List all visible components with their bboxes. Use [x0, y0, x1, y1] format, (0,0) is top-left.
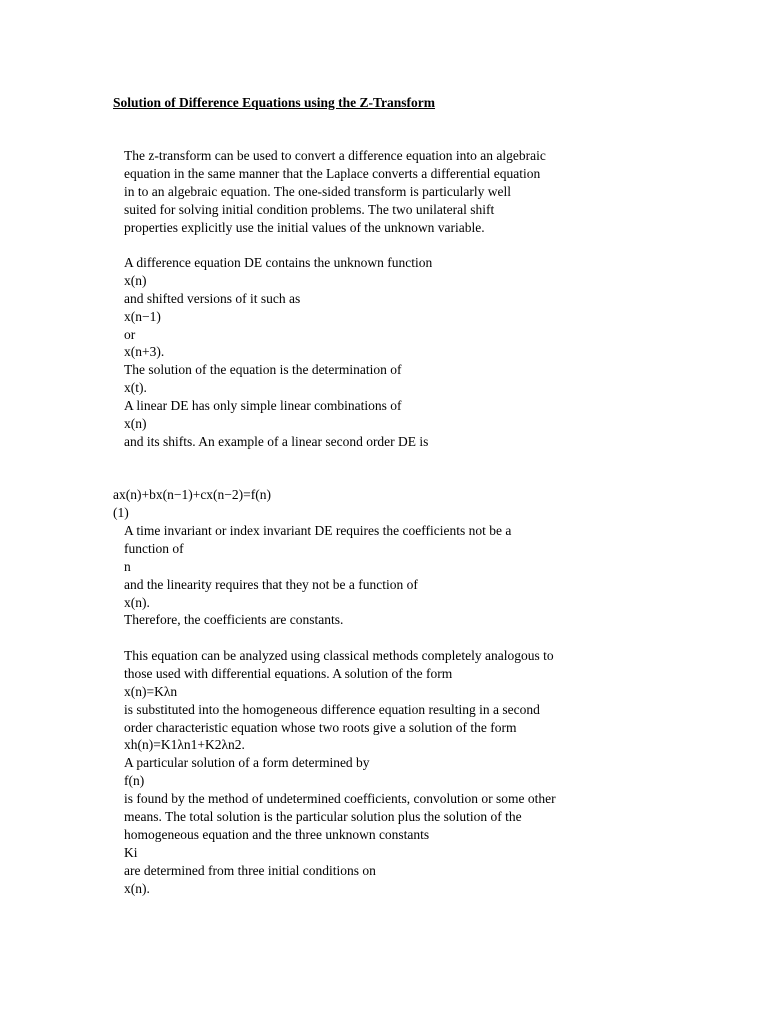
text-line: equation in the same manner that the Laplace converts a differential equation: [124, 165, 541, 181]
text-line: A particular solution of a form determined by: [124, 755, 370, 771]
text-line: A linear DE has only simple linear combinations of: [124, 398, 402, 414]
math-line: Ki: [124, 844, 138, 860]
text-line: and shifted versions of it such as: [124, 290, 301, 306]
text-line: function of: [124, 540, 184, 556]
text-line: properties explicitly use the initial values of the unknown variable.: [124, 219, 485, 235]
definition-paragraph: [124, 254, 432, 451]
math-line: x(n): [124, 272, 147, 288]
text-line: This equation can be analyzed using classical methods completely analogous to: [124, 648, 554, 663]
equation-block: [113, 486, 271, 522]
intro-paragraph: [124, 147, 546, 236]
text-line: The z-transform can be used to convert a difference equation into an algebraic: [124, 148, 546, 163]
text-line: Therefore, the coefficients are constants.: [124, 612, 344, 628]
text-line: is found by the method of undetermined coefficients, convolution or some other: [124, 791, 556, 807]
math-line: x(n)=Kλn: [124, 683, 178, 699]
text-line: are determined from three initial conditions on: [124, 862, 376, 878]
document-title: Solution of Difference Equations using the Z-Transform: [113, 95, 436, 110]
text-line: order characteristic equation whose two roots give a solution of the form: [124, 719, 517, 735]
math-line: n: [124, 558, 131, 574]
math-line: x(n).: [124, 880, 150, 896]
text-line: in to an algebraic equation. The one-sided transform is particularly well: [124, 183, 511, 199]
math-line: xh(n)=K1λn1+K2λn2.: [124, 737, 245, 753]
math-line: x(t).: [124, 380, 147, 396]
equation: ax(n)+bx(n−1)+cx(n−2)=f(n): [113, 487, 272, 502]
text-line: means. The total solution is the particular solution plus the solution of the: [124, 809, 522, 825]
text-line: suited for solving initial condition problems. The two unilateral shift: [124, 201, 495, 217]
text-line: A difference equation DE contains the unknown function: [124, 255, 433, 270]
math-line: x(n): [124, 416, 147, 432]
equation-number: (1): [113, 504, 129, 520]
text-line: homogeneous equation and the three unknown constants: [124, 826, 430, 842]
invariance-paragraph: [124, 522, 511, 629]
text-line: and its shifts. An example of a linear second order DE is: [124, 433, 429, 449]
text-line: or: [124, 326, 136, 342]
solution-paragraph: [124, 647, 556, 897]
text-line: those used with differential equations. A solution of the form: [124, 665, 453, 681]
text-line: and the linearity requires that they not be a function of: [124, 576, 418, 592]
math-line: f(n): [124, 773, 145, 789]
math-line: x(n).: [124, 594, 150, 610]
text-line: The solution of the equation is the determination of: [124, 362, 402, 378]
text-line: is substituted into the homogeneous difference equation resulting in a second: [124, 701, 540, 717]
text-line: A time invariant or index invariant DE requires the coefficients not be a: [124, 523, 512, 538]
math-line: x(n+3).: [124, 344, 165, 360]
math-line: x(n−1): [124, 308, 161, 324]
